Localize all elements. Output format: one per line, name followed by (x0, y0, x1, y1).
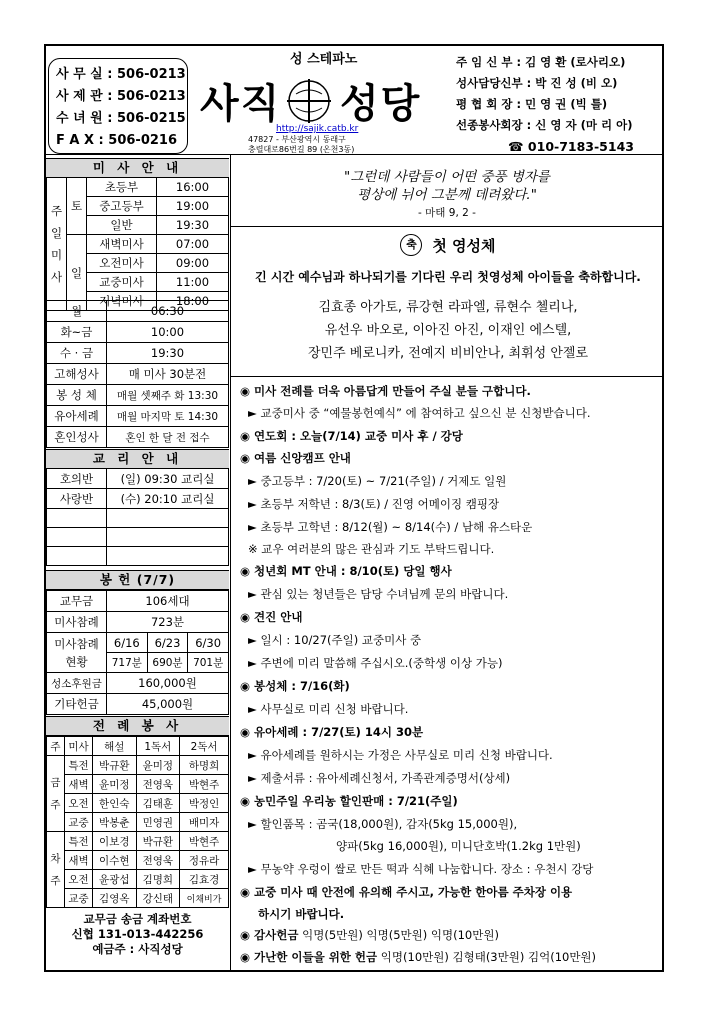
contact-rectory: 사 제 관 : 506-0213 (56, 89, 186, 104)
col-header: 해설 (93, 737, 137, 756)
column-divider (230, 155, 231, 972)
mass-table (46, 177, 229, 311)
reader-2: 정유라 (180, 851, 229, 870)
phone-number: ☎ 010-7183-5143 (508, 139, 634, 154)
notice-heading: ◉ 여름 신앙캠프 안내 (240, 451, 351, 465)
title-left: 사직 (200, 81, 282, 127)
offering-value: 106세대 (107, 591, 229, 612)
mass-time: 11:00 (157, 273, 229, 292)
weekday-time: 매 미사 30분전 (107, 364, 229, 385)
weekday-time: 06:30 (107, 301, 229, 322)
col-header: 2독서 (180, 737, 229, 756)
mass-section-title: 미 사 안 내 (46, 158, 229, 178)
notice-detail: ► 무농약 우렁이 쌀로 만든 떡과 식혜 나눔합니다. 장소 : 우천시 강당 (248, 862, 594, 876)
reader-1: 김태훈 (136, 794, 180, 813)
attendance-date: 6/16 (107, 633, 148, 653)
notice-heading: ◉ 농민주일 우리농 할인판매 : 7/21(주일) (240, 794, 458, 808)
address: 47827 - 부산광역시 동래구 충렬대로86번길 89 (온천3동) (248, 135, 355, 154)
weekday-label: 월 (47, 301, 107, 322)
notice-heading: ◉ 청년회 MT 안내 : 8/10(토) 당일 행사 (240, 564, 452, 578)
next-week-label: 차 주 (47, 832, 65, 908)
notice-heading: ◉ 봉성체 : 7/16(화) (240, 679, 350, 693)
reader-1: 박규환 (136, 832, 180, 851)
quote-divider (230, 226, 664, 227)
attendance-count: 690분 (147, 653, 188, 673)
attendance-count: 717분 (107, 653, 148, 673)
title-right: 성당 (340, 81, 422, 127)
attendance-date: 6/23 (147, 633, 188, 653)
staff-pastor: 주 임 신 부 : 김 영 환 (로사리오) (456, 55, 626, 69)
commentator: 윤광섭 (93, 870, 137, 889)
notice-detail: ► 중고등부 : 7/20(토) ~ 7/21(주일) / 거제도 일원 (248, 474, 507, 488)
mass-time: 18:00 (157, 292, 229, 311)
reader-2: 하명희 (180, 756, 229, 775)
offering-table (46, 590, 229, 715)
attendance-count: 701분 (188, 653, 229, 673)
mass-name: 새벽미사 (87, 235, 157, 254)
col-header: 1독서 (136, 737, 180, 756)
sunday-label: 일 (67, 235, 87, 311)
weekday-time: 19:30 (107, 343, 229, 364)
commentator: 이수현 (93, 851, 137, 870)
notice-detail: ► 유아세례를 원하시는 가정은 사무실로 미리 신청 바랍니다. (248, 748, 553, 762)
staff-council: 평 협 회 장 : 민 영 권 (빅 틀) (456, 97, 608, 111)
attendance-label: 미사참례 현황 (47, 633, 107, 673)
weekday-label: 고해성사 (47, 364, 107, 385)
contact-fax: F A X : 506-0216 (56, 133, 178, 148)
communion-names (232, 296, 664, 365)
notice-detail: ► 일시 : 10/27(주일) 교중미사 중 (248, 633, 422, 647)
mass-time: 19:30 (157, 216, 229, 235)
weekday-time: 10:00 (107, 322, 229, 343)
notice-detail: ► 할인품목 : 곰국(18,000원), 감자(5kg 15,000원), (248, 817, 518, 831)
staff-funeral: 선종봉사회장 : 신 영 자 (마 리 아) (456, 118, 633, 132)
mass-time: 07:00 (157, 235, 229, 254)
this-week-label: 금 주 (47, 756, 65, 832)
reader-1: 전영욱 (136, 775, 180, 794)
contact-office: 사 무 실 : 506-0213 (56, 67, 186, 82)
communion-heading (232, 234, 664, 256)
saturday-label: 토 (67, 178, 87, 235)
notice-detail: ► 사무실로 미리 신청 바랍니다. (248, 702, 409, 716)
offering-value: 45,000원 (107, 694, 229, 715)
offering-label: 성소후원금 (47, 673, 107, 694)
weekday-mass-table (46, 300, 229, 448)
notice-detail: ※ 교우 여러분의 많은 관심과 기도 부탁드립니다. (248, 542, 495, 556)
weekday-label: 수 · 금 (47, 343, 107, 364)
notice-heading: ◉ 연도회 : 오늘(7/14) 교중 미사 후 / 강당 (240, 429, 463, 443)
commentator: 박봉춘 (93, 813, 137, 832)
names-line: 장민주 베로니카, 전예지 비비안나, 최휘성 안젤로 (307, 346, 589, 361)
commentator: 이보경 (93, 832, 137, 851)
names-line: 김효종 아가토, 류강현 라파엘, 류현수 첼리나, (318, 300, 578, 315)
reader-1: 강신태 (136, 889, 180, 908)
class-name: 호의반 (47, 469, 107, 489)
poor-offering: ◉ 가난한 이들을 위한 헌금 익명(10만원) 김형태(3만원) 김억(10만원) (240, 950, 597, 964)
mass-cell: 특전 (65, 832, 93, 851)
weekday-label: 화~금 (47, 322, 107, 343)
notice-heading: ◉ 유아세례 : 7/27(토) 14시 30분 (240, 725, 424, 739)
notice-detail: 양파(5kg 16,000원), 미니단호박(1.2kg 1만원) (336, 839, 581, 853)
commentator: 윤미정 (93, 775, 137, 794)
offering-label: 교무금 (47, 591, 107, 612)
celebration-badge-icon: 축 (400, 234, 422, 256)
mass-name: 교중미사 (87, 273, 157, 292)
reader-2: 박현주 (180, 775, 229, 794)
quote-source: - 마태 9, 2 - (418, 207, 476, 219)
catechism-table (46, 468, 229, 566)
offering-label: 미사참례 (47, 612, 107, 633)
account-number: 신협 131-013-442256 (71, 927, 204, 941)
mass-cell: 오전 (65, 870, 93, 889)
mass-cell: 교중 (65, 813, 93, 832)
mass-name: 일반 (87, 216, 157, 235)
reader-1: 민영권 (136, 813, 180, 832)
liturgy-section-title: 전 례 봉 사 (46, 716, 229, 736)
mass-cell: 오전 (65, 794, 93, 813)
mass-time: 09:00 (157, 254, 229, 273)
mass-name: 저녁미사 (87, 292, 157, 311)
reader-2: 박현주 (180, 832, 229, 851)
thanks-offering: ◉ 감사헌금 익명(5만원) 익명(5만원) 익명(10만원) (240, 928, 499, 942)
notice-detail: ► 초등부 저학년 : 8/3(토) / 진영 어메이징 캠핑장 (248, 497, 500, 511)
website-link[interactable]: http://sajik.catb.kr (276, 124, 359, 134)
notice-heading: 하시기 바랍니다. (258, 907, 345, 921)
class-info: (수) 20:10 교리실 (107, 489, 229, 509)
mass-cell: 교중 (65, 889, 93, 908)
offering-value: 723분 (107, 612, 229, 633)
reader-1: 전영욱 (136, 851, 180, 870)
contact-convent: 수 녀 원 : 506-0215 (56, 111, 186, 126)
offering-label: 기타헌금 (47, 694, 107, 715)
reader-1: 김명희 (136, 870, 180, 889)
weekday-time: 매월 마지막 토 14:30 (107, 406, 229, 427)
account-holder: 예금주 : 사직성당 (92, 942, 183, 956)
mass-name: 중고등부 (87, 197, 157, 216)
attendance-date: 6/30 (188, 633, 229, 653)
weekday-label: 혼인성사 (47, 427, 107, 448)
mass-cell: 새벽 (65, 851, 93, 870)
communion-divider (230, 376, 664, 377)
reader-2: 박정인 (180, 794, 229, 813)
mass-cell: 특전 (65, 756, 93, 775)
account-info (46, 912, 229, 957)
weekday-time: 매월 셋째주 화 13:30 (107, 385, 229, 406)
reader-1: 윤미정 (136, 756, 180, 775)
mass-time: 16:00 (157, 178, 229, 197)
notice-heading: ◉ 미사 전례를 더욱 아름답게 만들어 주실 분들 구합니다. (240, 384, 531, 398)
contact-list (56, 64, 186, 152)
reader-2: 이채비가 (180, 889, 229, 908)
mass-cell: 새벽 (65, 775, 93, 794)
col-header: 미사 (65, 737, 93, 756)
communion-intro: 긴 시간 예수님과 하나되기를 기다린 우리 첫영성체 아이들을 축하합니다. (255, 270, 641, 284)
weekday-time: 혼인 한 달 전 접수 (107, 427, 229, 448)
commentator: 김영옥 (93, 889, 137, 908)
cross-logo-icon (284, 76, 334, 126)
commentator: 박규환 (93, 756, 137, 775)
col-header: 주 (47, 737, 65, 756)
staff-list (456, 52, 634, 157)
weekday-label: 유아세례 (47, 406, 107, 427)
names-line: 유선우 바오로, 이아진 아진, 이재인 에스텔, (324, 323, 572, 338)
liturgy-table (46, 736, 229, 908)
header-divider (44, 154, 664, 155)
offering-value: 160,000원 (107, 673, 229, 694)
notice-detail: ► 초등부 고학년 : 8/12(월) ~ 8/14(수) / 남해 유스타운 (248, 520, 533, 534)
commentator: 한인숙 (93, 794, 137, 813)
parish-patron: 성 스테파노 (290, 52, 358, 67)
account-title: 교무금 송금 계좌번호 (83, 912, 192, 926)
mass-name: 초등부 (87, 178, 157, 197)
sunday-mass-label: 주 일 미 사 (47, 178, 67, 311)
notice-heading: ◉ 견진 안내 (240, 610, 303, 624)
staff-priest: 성사담당신부 : 박 진 성 (비 오) (456, 76, 618, 90)
catechism-section-title: 교 리 안 내 (46, 449, 229, 469)
class-name: 사랑반 (47, 489, 107, 509)
reader-2: 배미자 (180, 813, 229, 832)
weekday-label: 봉 성 체 (47, 385, 107, 406)
offering-section-title: 봉 헌 (7/7) (46, 570, 229, 590)
notice-heading: ◉ 교중 미사 때 안전에 유의해 주시고, 가능한 한아름 주차장 이용 (240, 885, 573, 899)
notice-detail: ► 제출서류 : 유아세례신청서, 가족관계증명서(상세) (248, 771, 511, 785)
notice-detail: ► 주변에 미리 말씀해 주십시오.(중학생 이상 가능) (248, 656, 503, 670)
notice-detail: ► 교중미사 중 “예물봉헌예식” 에 참여하고 싶으신 분 신청받습니다. (248, 406, 591, 420)
gospel-quote: "그런데 사람들이 어떤 중풍 병자를 평상에 뉘어 그분께 데려왔다." - 마태 9, 2 - (232, 168, 662, 222)
mass-time: 19:00 (157, 197, 229, 216)
reader-2: 김효경 (180, 870, 229, 889)
communion-title: 첫 영성체 (432, 236, 496, 255)
class-info: (일) 09:30 교리실 (107, 469, 229, 489)
notice-detail: ► 관심 있는 청년들은 담당 수녀님께 문의 바랍니다. (248, 587, 509, 601)
mass-name: 오전미사 (87, 254, 157, 273)
